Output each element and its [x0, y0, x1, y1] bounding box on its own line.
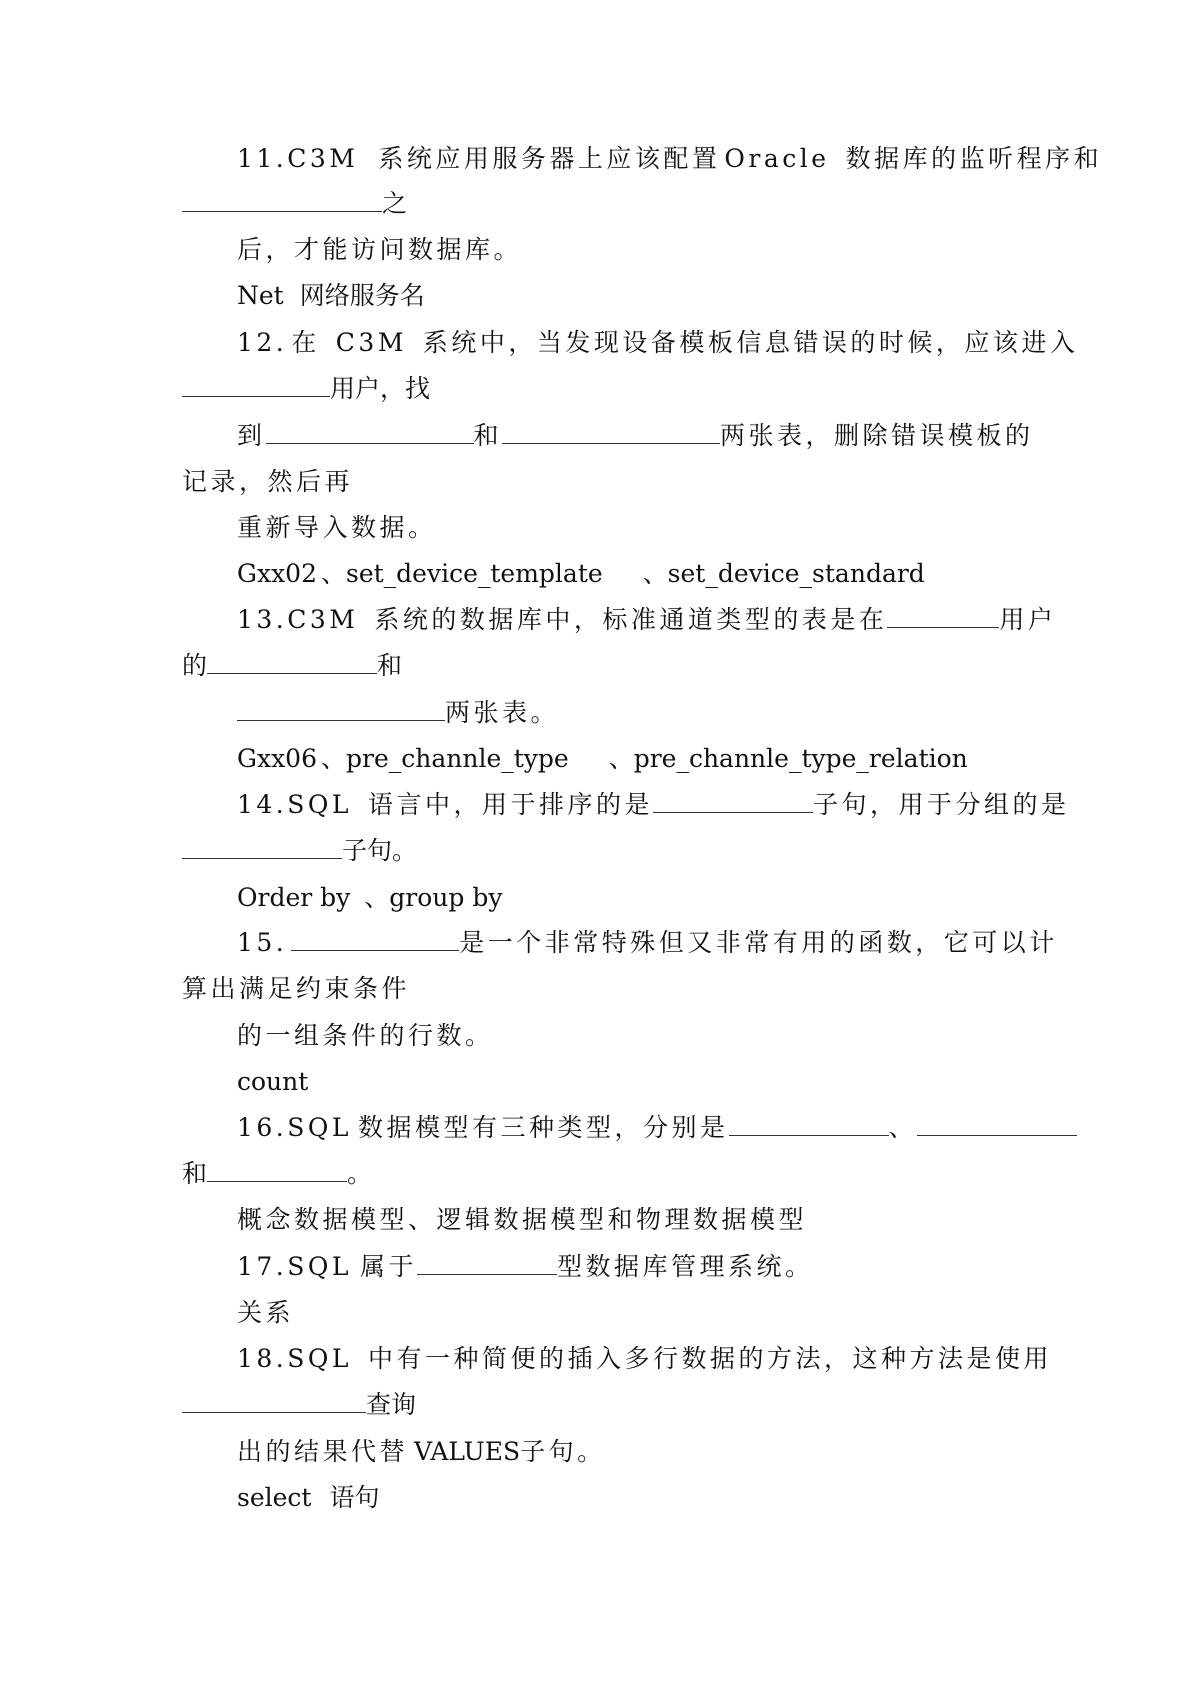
q18-line-1: 18.SQL 中有一种简便的插入多行数据的方法，这种方法是使用: [237, 1344, 1052, 1373]
q11-line-3: 后，才能访问数据库。: [237, 235, 523, 264]
answer-blank: [917, 1109, 1077, 1136]
answer-blank: [887, 601, 999, 628]
answer-blank: [417, 1248, 557, 1275]
q16-answer: 概念数据模型、逻辑数据模型和物理数据模型: [237, 1205, 808, 1234]
q12-answer: Gxx02 、set_device_template 、set_device_standard: [237, 559, 925, 588]
q12-line-4: 记录，然后再: [182, 467, 354, 496]
q18-line-2: 查询: [0, 1382, 1191, 1428]
answer-blank: [266, 417, 474, 444]
q13-line-1: 13.C3M 系统的数据库中，标准通道类型的表是在 用户: [0, 597, 1191, 643]
q15-line-1: 15. 是一个非常特殊但又非常有用的函数，它可以计: [0, 920, 1191, 966]
answer-blank: [653, 786, 813, 813]
answer-blank: [729, 1109, 889, 1136]
q11-line-1: 11.C3M 系统应用服务器上应该配置 Oracle 数据库的监听程序和: [237, 144, 1103, 173]
q12-line-5: 重新导入数据。: [237, 513, 437, 542]
answer-blank: [207, 1155, 347, 1182]
q13-line-3: 两张表。: [0, 690, 1191, 736]
q15-line-2: 算出满足约束条件: [182, 974, 411, 1003]
q14-line-1: 14.SQL 语言中，用于排序的是 子句，用于分组的是: [0, 782, 1191, 828]
q11-line-2: 之: [0, 181, 1191, 227]
answer-blank: [237, 694, 445, 721]
q12-line-3: 到 和 两张表，删除错误模板的: [0, 413, 1191, 459]
answer-blank: [502, 417, 720, 444]
answer-blank: [182, 832, 342, 859]
q16-line-2: 和 。: [0, 1151, 1191, 1197]
q12-line-2: 用户，找: [0, 366, 1191, 412]
q14-line-2: 子句。: [0, 828, 1191, 874]
q11-answer: Net 网络服务名: [237, 281, 425, 310]
answer-blank: [182, 370, 330, 397]
q13-line-2: 的 和: [0, 643, 1191, 689]
answer-blank: [182, 1386, 366, 1413]
q18-line-3: 出的结果代替 VALUES子句。: [237, 1437, 606, 1466]
q14-answer: Order by 、group by: [237, 883, 503, 912]
q12-line-1: 12. 在 C3M 系统中，当发现设备模板信息错误的时候，应该进入: [237, 328, 1079, 357]
q17-answer: 关系: [237, 1298, 295, 1327]
answer-blank: [207, 647, 377, 674]
q17-line-1: 17.SQL 属于 型数据库管理系统。: [0, 1244, 1191, 1290]
q15-answer: count: [237, 1067, 309, 1096]
q18-answer: select 语句: [237, 1483, 380, 1512]
q16-line-1: 16.SQL 数据模型有三种类型，分别是 、: [0, 1105, 1191, 1151]
q15-line-3: 的一组条件的行数。: [237, 1021, 494, 1050]
answer-blank: [291, 924, 459, 951]
q13-answer: Gxx06 、pre_channle_type 、pre_channle_type_relation: [237, 744, 968, 773]
answer-blank: [182, 185, 382, 212]
